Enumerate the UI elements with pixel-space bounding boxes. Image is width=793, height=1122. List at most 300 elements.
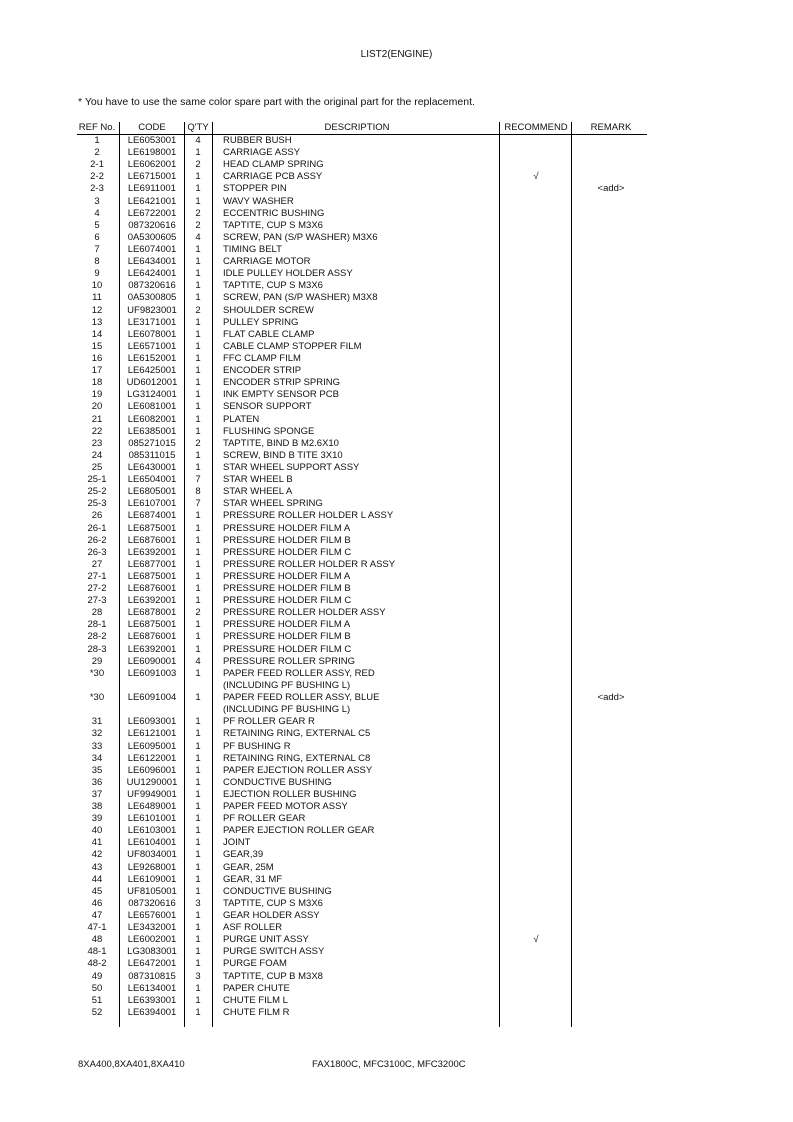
qty-cell: 1	[195, 510, 201, 522]
code-cell: LE6082001	[127, 413, 177, 425]
description-cell: GEAR HOLDER ASSY	[223, 910, 320, 922]
description-cell: PRESSURE ROLLER HOLDER R ASSY	[223, 558, 396, 570]
qty-cell: 3	[195, 970, 201, 982]
header-recommend: RECOMMEND	[504, 122, 568, 133]
ref-cell: 6	[94, 231, 100, 243]
ref-cell: 27-2	[87, 583, 107, 595]
table-row	[77, 619, 647, 631]
code-cell: LE6434001	[127, 256, 177, 268]
ref-cell: 26-3	[87, 546, 107, 558]
table-header	[77, 122, 647, 135]
qty-cell: 1	[195, 183, 201, 195]
code-cell: LE6430001	[127, 461, 177, 473]
description-cell: PAPER FEED ROLLER ASSY, BLUE (INCLUDING PF BUSHING L)	[223, 692, 380, 716]
qty-cell: 1	[195, 171, 201, 183]
code-cell: LE6134001	[127, 982, 177, 994]
table-row	[77, 910, 647, 922]
ref-cell: 38	[91, 801, 103, 813]
ref-cell: *30	[89, 667, 105, 679]
ref-cell: 8	[94, 256, 100, 268]
table-row	[77, 474, 647, 486]
description-cell: GEAR, 25M	[223, 861, 274, 873]
code-cell: LE6081001	[127, 401, 177, 413]
table-row	[77, 232, 647, 244]
table-row	[77, 801, 647, 813]
table-row	[77, 523, 647, 535]
table-row	[77, 631, 647, 643]
qty-cell: 1	[195, 825, 201, 837]
qty-cell: 1	[195, 595, 201, 607]
qty-cell: 1	[195, 425, 201, 437]
remark-cell: <add>	[597, 183, 625, 195]
table-row	[77, 692, 647, 716]
table-row	[77, 196, 647, 208]
code-cell: LE6002001	[127, 934, 177, 946]
description-cell: ASF ROLLER	[223, 922, 283, 934]
description-cell: CARRIAGE MOTOR	[223, 256, 311, 268]
qty-cell: 2	[195, 437, 201, 449]
ref-cell: 39	[91, 813, 103, 825]
table-row	[77, 813, 647, 825]
table-row	[77, 849, 647, 861]
qty-cell: 1	[195, 692, 201, 704]
description-cell: PRESSURE HOLDER FILM A	[223, 570, 351, 582]
ref-cell: 4	[94, 207, 100, 219]
table-row	[77, 934, 647, 946]
code-cell: UF8034001	[127, 849, 177, 861]
qty-cell: 1	[195, 583, 201, 595]
ref-cell: 18	[91, 377, 103, 389]
table-row	[77, 401, 647, 413]
qty-cell: 2	[195, 207, 201, 219]
code-cell: LE6122001	[127, 752, 177, 764]
table-row	[77, 365, 647, 377]
qty-cell: 1	[195, 873, 201, 885]
code-cell: LE6722001	[127, 207, 177, 219]
table-row	[77, 450, 647, 462]
code-cell: LE6805001	[127, 486, 177, 498]
description-cell: TAPTITE, CUP S M3X6	[223, 219, 323, 231]
remark-cell: <add>	[597, 692, 625, 704]
ref-cell: 28-3	[87, 643, 107, 655]
qty-cell: 1	[195, 910, 201, 922]
qty-cell: 1	[195, 401, 201, 413]
table-row	[77, 292, 647, 304]
description-cell: CARRIAGE ASSY	[223, 147, 301, 159]
code-cell: LE6472001	[127, 958, 177, 970]
ref-cell: 25-1	[87, 474, 107, 486]
code-cell: LE6876001	[127, 534, 177, 546]
code-cell: LE6074001	[127, 243, 177, 255]
code-cell: LE6571001	[127, 340, 177, 352]
description-cell: PRESSURE HOLDER FILM C	[223, 546, 352, 558]
code-cell: LE6393001	[127, 994, 177, 1006]
qty-cell: 1	[195, 752, 201, 764]
table-row	[77, 535, 647, 547]
ref-cell: 27	[91, 558, 103, 570]
description-cell: PAPER EJECTION ROLLER ASSY	[223, 764, 373, 776]
ref-cell: 26-2	[87, 534, 107, 546]
qty-cell: 1	[195, 922, 201, 934]
table-row	[77, 765, 647, 777]
code-cell: UF9949001	[127, 788, 177, 800]
qty-cell: 1	[195, 570, 201, 582]
code-cell: 087310815	[128, 970, 176, 982]
description-cell: PRESSURE ROLLER SPRING	[223, 655, 355, 667]
code-cell: UF9823001	[127, 304, 177, 316]
description-cell: PRESSURE HOLDER FILM C	[223, 643, 352, 655]
code-cell: LE6876001	[127, 631, 177, 643]
description-cell: PRESSURE ROLLER HOLDER ASSY	[223, 607, 386, 619]
code-cell: 085271015	[128, 437, 176, 449]
ref-cell: 14	[91, 328, 103, 340]
qty-cell: 1	[195, 619, 201, 631]
table-row	[77, 874, 647, 886]
table-row	[77, 547, 647, 559]
code-cell: 087320616	[128, 219, 176, 231]
table-row	[77, 389, 647, 401]
code-cell: LE6576001	[127, 910, 177, 922]
page-title: LIST2(ENGINE)	[360, 49, 433, 60]
qty-cell: 1	[195, 958, 201, 970]
recommend-cell: √	[533, 171, 539, 183]
qty-cell: 2	[195, 304, 201, 316]
description-cell: CHUTE FILM L	[223, 994, 288, 1006]
qty-cell: 1	[195, 328, 201, 340]
ref-cell: 3	[94, 195, 100, 207]
code-cell: LE6489001	[127, 801, 177, 813]
code-cell: LE6095001	[127, 740, 177, 752]
replacement-note: * You have to use the same color spare part with the original part for the replacement.	[78, 96, 475, 108]
description-cell: STOPPER PIN	[223, 183, 287, 195]
code-cell: LE6504001	[127, 474, 177, 486]
description-cell: PAPER EJECTION ROLLER GEAR	[223, 825, 375, 837]
description-cell: CONDUCTIVE BUSHING	[223, 776, 332, 788]
ref-cell: 28	[91, 607, 103, 619]
code-cell: LE6091004	[127, 692, 177, 704]
ref-cell: 26-1	[87, 522, 107, 534]
table-row	[77, 995, 647, 1007]
qty-cell: 1	[195, 243, 201, 255]
ref-cell: 2-1	[90, 159, 104, 171]
ref-cell: 48-1	[87, 946, 107, 958]
code-cell: LE6875001	[127, 522, 177, 534]
description-cell: PURGE SWITCH ASSY	[223, 946, 325, 958]
ref-cell: 35	[91, 764, 103, 776]
ref-cell: 20	[91, 401, 103, 413]
description-cell: GEAR,39	[223, 849, 264, 861]
qty-cell: 2	[195, 159, 201, 171]
code-cell: UD6012001	[126, 377, 178, 389]
header-code: CODE	[138, 122, 166, 133]
ref-cell: 49	[91, 970, 103, 982]
qty-cell: 1	[195, 268, 201, 280]
description-cell: PRESSURE HOLDER FILM A	[223, 522, 351, 534]
description-cell: SCREW, PAN (S/P WASHER) M3X8	[223, 292, 378, 304]
qty-cell: 1	[195, 546, 201, 558]
ref-cell: 25	[91, 461, 103, 473]
description-cell: PRESSURE HOLDER FILM B	[223, 631, 351, 643]
header-remark: REMARK	[590, 122, 632, 133]
code-cell: LE6911001	[128, 183, 176, 195]
table-row	[77, 438, 647, 450]
qty-cell: 2	[195, 219, 201, 231]
ref-cell: 36	[91, 776, 103, 788]
code-cell: LE6394001	[127, 1006, 177, 1018]
description-cell: PAPER FEED ROLLER ASSY, RED (INCLUDING PF BUSHING L)	[223, 667, 375, 691]
code-cell: LE6874001	[127, 510, 177, 522]
code-cell: 087320616	[128, 280, 176, 292]
table-row	[77, 898, 647, 910]
table-row	[77, 486, 647, 498]
ref-cell: 24	[91, 449, 103, 461]
ref-cell: 2	[94, 147, 100, 159]
qty-cell: 1	[195, 643, 201, 655]
qty-cell: 1	[195, 195, 201, 207]
description-cell: PAPER CHUTE	[223, 982, 290, 994]
description-cell: TAPTITE, BIND B M2.6X10	[223, 437, 339, 449]
qty-cell: 1	[195, 316, 201, 328]
code-cell: LE6062001	[127, 159, 177, 171]
description-cell: PAPER FEED MOTOR ASSY	[223, 801, 348, 813]
ref-cell: 33	[91, 740, 103, 752]
description-cell: FFC CLAMP FILM	[223, 352, 301, 364]
table-row	[77, 220, 647, 232]
table-row	[77, 1007, 647, 1019]
description-cell: CONDUCTIVE BUSHING	[223, 885, 332, 897]
description-cell: JOINT	[223, 837, 251, 849]
qty-cell: 1	[195, 667, 201, 679]
table-row	[77, 668, 647, 692]
description-cell: RUBBER BUSH	[223, 135, 292, 146]
ref-cell: 1	[94, 135, 100, 146]
table-row	[77, 414, 647, 426]
description-cell: TIMING BELT	[223, 243, 282, 255]
ref-cell: 37	[91, 788, 103, 800]
description-cell: RETAINING RING, EXTERNAL C8	[223, 752, 371, 764]
code-cell: LE6096001	[127, 764, 177, 776]
table-row	[77, 789, 647, 801]
code-cell: LE6385001	[127, 425, 177, 437]
table-row	[77, 353, 647, 365]
table-row	[77, 716, 647, 728]
code-cell: LE3432001	[127, 922, 177, 934]
table-row	[77, 946, 647, 958]
description-cell: SENSOR SUPPORT	[223, 401, 312, 413]
code-cell: 0A5300605	[127, 231, 177, 243]
table-row	[77, 559, 647, 571]
ref-cell: 17	[91, 365, 103, 377]
code-cell: LE9268001	[127, 861, 177, 873]
qty-cell: 1	[195, 292, 201, 304]
code-cell: LE6424001	[127, 268, 177, 280]
description-cell: GEAR, 31 MF	[223, 873, 283, 885]
qty-cell: 1	[195, 340, 201, 352]
code-cell: LE6152001	[127, 352, 177, 364]
ref-cell: 46	[91, 897, 103, 909]
header-description: DESCRIPTION	[324, 122, 390, 133]
ref-cell: 50	[91, 982, 103, 994]
ref-cell: 47	[91, 910, 103, 922]
ref-cell: 27-1	[87, 570, 107, 582]
table-row	[77, 305, 647, 317]
ref-cell: 2-2	[90, 171, 104, 183]
qty-cell: 1	[195, 849, 201, 861]
table-row	[77, 958, 647, 970]
qty-cell: 1	[195, 788, 201, 800]
ref-cell: 34	[91, 752, 103, 764]
ref-cell: *30	[89, 692, 105, 704]
qty-cell: 1	[195, 522, 201, 534]
description-cell: PF BUSHING R	[223, 740, 291, 752]
description-cell: PRESSURE HOLDER FILM B	[223, 534, 351, 546]
ref-cell: 2-3	[90, 183, 104, 195]
table-row	[77, 728, 647, 740]
column-divider	[499, 122, 500, 1027]
ref-cell: 40	[91, 825, 103, 837]
code-cell: 087320616	[128, 897, 176, 909]
ref-cell: 44	[91, 873, 103, 885]
column-divider	[571, 122, 572, 1027]
code-cell: LE6715001	[127, 171, 177, 183]
ref-cell: 45	[91, 885, 103, 897]
code-cell: 085311015	[128, 449, 176, 461]
qty-cell: 1	[195, 861, 201, 873]
code-cell: LE6425001	[127, 365, 177, 377]
column-divider	[212, 122, 213, 1027]
qty-cell: 1	[195, 801, 201, 813]
parts-table	[77, 122, 647, 1019]
table-row	[77, 862, 647, 874]
qty-cell: 7	[195, 474, 201, 486]
description-cell: RETAINING RING, EXTERNAL C5	[223, 728, 371, 740]
description-cell: FLUSHING SPONGE	[223, 425, 315, 437]
table-row	[77, 208, 647, 220]
table-row	[77, 583, 647, 595]
code-cell: LG3083001	[127, 946, 177, 958]
description-cell: PRESSURE HOLDER FILM B	[223, 583, 351, 595]
code-cell: LE6078001	[127, 328, 177, 340]
code-cell: LE6053001	[127, 135, 177, 146]
ref-cell: 41	[91, 837, 103, 849]
table-row	[77, 510, 647, 522]
ref-cell: 28-2	[87, 631, 107, 643]
description-cell: TAPTITE, CUP S M3X6	[223, 280, 323, 292]
code-cell: LE6878001	[127, 607, 177, 619]
table-row	[77, 171, 647, 183]
code-cell: LE3171001	[127, 316, 177, 328]
ref-cell: 47-1	[87, 922, 107, 934]
qty-cell: 1	[195, 982, 201, 994]
ref-cell: 5	[94, 219, 100, 231]
code-cell: LG3124001	[127, 389, 177, 401]
code-cell: LE6090001	[127, 655, 177, 667]
column-divider	[119, 122, 120, 1027]
code-cell: LE6876001	[127, 583, 177, 595]
header-qty: Q'TY	[187, 122, 209, 133]
description-cell: ENCODER STRIP SPRING	[223, 377, 341, 389]
description-cell: TAPTITE, CUP S M3X6	[223, 897, 323, 909]
description-cell: PRESSURE HOLDER FILM A	[223, 619, 351, 631]
ref-cell: 48	[91, 934, 103, 946]
qty-cell: 1	[195, 1006, 201, 1018]
description-cell: PURGE FOAM	[223, 958, 287, 970]
description-cell: EJECTION ROLLER BUSHING	[223, 788, 357, 800]
ref-cell: 23	[91, 437, 103, 449]
table-row	[77, 825, 647, 837]
description-cell: PF ROLLER GEAR	[223, 813, 306, 825]
qty-cell: 1	[195, 558, 201, 570]
table-row	[77, 983, 647, 995]
table-row	[77, 644, 647, 656]
qty-cell: 4	[195, 655, 201, 667]
table-row	[77, 280, 647, 292]
qty-cell: 1	[195, 377, 201, 389]
qty-cell: 1	[195, 631, 201, 643]
qty-cell: 1	[195, 389, 201, 401]
table-row	[77, 656, 647, 668]
ref-cell: 21	[91, 413, 103, 425]
qty-cell: 1	[195, 728, 201, 740]
ref-cell: 16	[91, 352, 103, 364]
description-cell: PLATEN	[223, 413, 260, 425]
description-cell: STAR WHEEL B	[223, 474, 293, 486]
ref-cell: 32	[91, 728, 103, 740]
qty-cell: 1	[195, 365, 201, 377]
qty-cell: 4	[195, 231, 201, 243]
code-cell: LE6107001	[127, 498, 177, 510]
qty-cell: 1	[195, 534, 201, 546]
table-row	[77, 498, 647, 510]
qty-cell: 1	[195, 994, 201, 1006]
ref-cell: 51	[91, 994, 103, 1006]
ref-cell: 48-2	[87, 958, 107, 970]
ref-cell: 7	[94, 243, 100, 255]
description-cell: PRESSURE HOLDER FILM C	[223, 595, 352, 607]
table-row	[77, 777, 647, 789]
ref-cell: 15	[91, 340, 103, 352]
ref-cell: 10	[91, 280, 103, 292]
qty-cell: 1	[195, 885, 201, 897]
qty-cell: 2	[195, 607, 201, 619]
table-row	[77, 256, 647, 268]
header-ref: REF No.	[78, 122, 116, 133]
code-cell: LE6877001	[127, 558, 177, 570]
code-cell: LE6103001	[127, 825, 177, 837]
table-row	[77, 886, 647, 898]
table-body	[77, 135, 647, 1019]
description-cell: STAR WHEEL SUPPORT ASSY	[223, 461, 360, 473]
qty-cell: 1	[195, 352, 201, 364]
description-cell: INK EMPTY SENSOR PCB	[223, 389, 339, 401]
ref-cell: 11	[92, 292, 102, 304]
description-cell: PRESSURE ROLLER HOLDER L ASSY	[223, 510, 394, 522]
qty-cell: 8	[195, 486, 201, 498]
footer-products: FAX1800C, MFC3100C, MFC3200C	[312, 1059, 466, 1070]
ref-cell: 29	[91, 655, 103, 667]
description-cell: ENCODER STRIP	[223, 365, 302, 377]
table-row	[77, 268, 647, 280]
table-row	[77, 135, 647, 147]
table-row	[77, 244, 647, 256]
ref-cell: 31	[91, 716, 103, 728]
code-cell: LE6392001	[127, 595, 177, 607]
table-row	[77, 341, 647, 353]
qty-cell: 1	[195, 764, 201, 776]
description-cell: STAR WHEEL SPRING	[223, 498, 323, 510]
table-row	[77, 317, 647, 329]
ref-cell: 13	[91, 316, 103, 328]
